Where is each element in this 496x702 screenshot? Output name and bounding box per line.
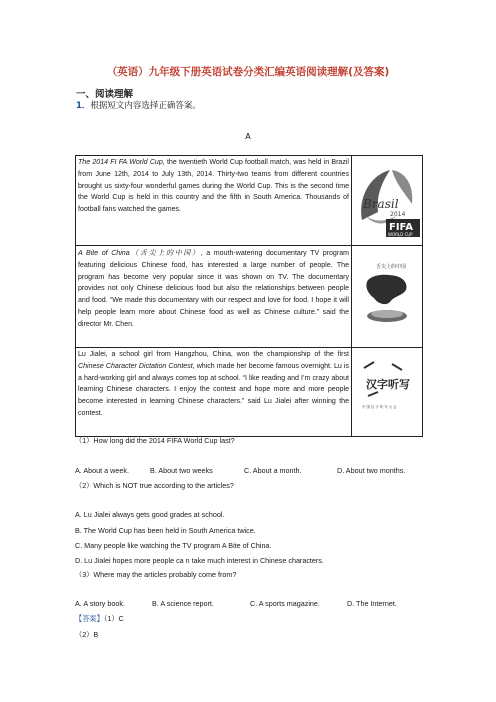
q1-option-a: A. About a week. [75,466,129,475]
passage-italic: Chinese Character Dictation Contest [78,362,193,370]
instruction-text: 根据短文内容选择正确答案。 [90,101,201,111]
dictation-contest-logo-cell [352,348,423,437]
logo-fifa-text: FIFA [389,222,413,233]
logo-brazil-text: Brasil [363,197,399,211]
q1-option-c: C. About a month. [244,466,302,475]
q2-option-d: D. Lu Jialei hopes more people ca n take much interest in Chinese characters. [75,556,324,565]
bite-of-china-logo-cell [352,246,423,348]
passage-bite-of-china [76,246,352,348]
answer-line [75,614,124,624]
passage-row [76,156,423,246]
world-cup-logo [352,156,422,241]
passage-world-cup [76,156,352,246]
logo-main-text: 汉字听写 [366,378,410,391]
q1-option-d: D. About two months. [337,466,406,475]
world-cup-logo-cell [352,156,423,246]
logo-sub-text: 中 国 汉 字 听 写 大 会 [362,405,397,409]
passage-italic: The 2014 FI FA World Cup [78,159,163,166]
question-2: （2）Which is NOT true according to the articles? [75,481,234,490]
passage-italic: A Bite of China [78,250,130,257]
passage-text: , which made her become famous overnight. Lu is a hard-working girl and always comes top at school. “I like reading and I’m crazy about learning Chinese characters. I enjoy the contest and hope more and more people become interested in learning Chinese characters.” said Lu Jialei after winning the contest. [78,362,349,417]
passage-text: Lu Jialei, a school girl from Hangzhou, China, won the championship of the first [78,351,349,358]
document-title: （英语）九年级下册英语试卷分类汇编英语阅读理解(及答案) [106,66,390,78]
passage-table [75,155,423,437]
q1-option-b: B. About two weeks [150,466,213,475]
q2-option-b: B. The World Cup has been held in South America twice. [75,526,256,535]
q3-option-a: A. A story book. [75,599,125,608]
answer-2: （2）B [75,630,99,639]
passage-row [76,348,423,437]
passage-letter: A [245,132,251,141]
bite-of-china-logo [352,246,422,343]
passage-dictation-contest [76,348,352,437]
dictation-contest-logo [352,348,422,432]
passage-cn-title: （舌尖上的中国） [129,248,201,257]
q3-option-d: D. The Internet. [347,599,397,608]
answer-tag: 【答案】 [75,614,104,623]
answer-1: （1）C [103,614,124,623]
q2-option-c: C. Many people like watching the TV program A Bite of China. [75,541,272,550]
instruction [76,99,201,111]
q3-option-b: B. A science report. [152,599,214,608]
logo-year-text: 2014 [390,211,406,218]
q3-option-c: C. A sports magazine. [250,599,320,608]
q2-option-a: A. Lu Jialei always gets good grades at school. [75,510,225,519]
instruction-number: 1． [76,101,91,111]
question-3: （3）Where may the articles probably come from? [75,570,237,579]
logo-calligraphy-text: 舌尖上的中国 [376,264,407,270]
passage-text: , the twentieth World Cup football match, was held in Brazil from June 12th, 2014 to July 13th, 2014. Thirty-two teams from different countries brought us sixty-four wonderful games during the World Cup. This is the second time the World Cup is held in this country and the fifth in South America. Thousands of football fans watched the games. [78,159,350,213]
logo-cup-text: WORLD CUP [388,232,413,237]
passage-text: , a mouth-watering documentary TV program featuring delicious Chinese food, has interested a large number of people. The program has become very popular since it was shown on TV. The documentary provides not only Chinese delicious food but also the relationships between people and food. “We made this documentary with our respect and love for food. I hope it will help people learn more about Chinese food as well as Chinese culture.” said the director Mr. Chen. [78,250,349,328]
passage-row [76,246,423,348]
question-1: （1）How long did the 2014 FIFA World Cup last? [75,436,235,445]
section-heading: 一、阅读理解 [76,89,134,100]
